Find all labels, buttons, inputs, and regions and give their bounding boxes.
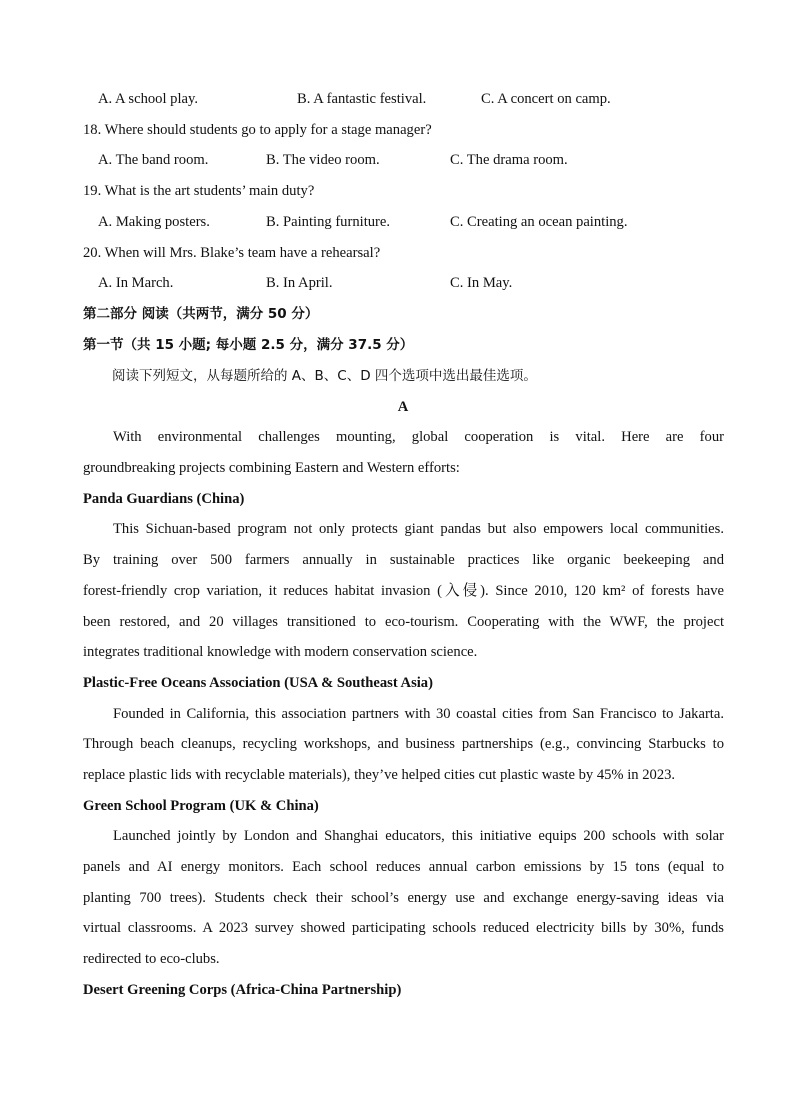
project-line: redirected to eco-clubs.	[83, 951, 220, 967]
q18-option-b: B. The video room.	[266, 152, 380, 168]
section-one-heading: 第一节（共 15 小题; 每小题 2.5 分，满分 37.5 分）	[83, 337, 414, 353]
q19-question: 19. What is the art students’ main duty?	[83, 183, 315, 199]
project-title-plastic-free-oceans: Plastic-Free Oceans Association (USA & Southeast Asia)	[83, 675, 433, 691]
intro-line-2: groundbreaking projects combining Eastern and Western efforts:	[83, 460, 460, 476]
q18-option-c: C. The drama room.	[450, 152, 568, 168]
project-line: Through beach cleanups, recycling workshops, and business partnerships (e.g., convincing Starbucks to	[83, 736, 724, 752]
project-line: Launched jointly by London and Shanghai educators, this initiative equips 200 schools with solar	[113, 828, 724, 844]
q19-option-a: A. Making posters.	[98, 214, 210, 230]
project-title-desert-greening: Desert Greening Corps (Africa-China Partnership)	[83, 982, 402, 998]
project-line: By training over 500 farmers annually in sustainable practices like organic beekeeping and	[83, 552, 724, 568]
q20-option-b: B. In April.	[266, 275, 333, 291]
q17-option-a: A. A school play.	[98, 91, 198, 107]
part-two-heading: 第二部分 阅读（共两节，满分 50 分）	[83, 306, 319, 322]
passage-label: A	[397, 399, 409, 415]
project-line: planting 700 trees). Students check their school’s energy use and exchange energy-saving ideas via	[83, 890, 724, 906]
q17-option-b: B. A fantastic festival.	[297, 91, 427, 107]
project-line: This Sichuan-based program not only protects giant pandas but also empowers local communities.	[113, 521, 724, 537]
project-line: virtual classrooms. A 2023 survey showed participating schools reduced electricity bills by 30%, funds	[83, 920, 724, 936]
project-line: Founded in California, this association partners with 30 coastal cities from San Francisco to Jakarta.	[113, 706, 724, 722]
q20-option-c: C. In May.	[450, 275, 513, 291]
project-line: been restored, and 20 villages transitioned to eco-tourism. Cooperating with the WWF, the project	[83, 614, 724, 630]
reading-instruction: 阅读下列短文，从每题所给的 A、B、C、D 四个选项中选出最佳选项。	[112, 368, 537, 384]
q19-option-b: B. Painting furniture.	[266, 214, 391, 230]
intro-line-1: With environmental challenges mounting, global cooperation is vital. Here are four	[113, 429, 724, 445]
project-line: replace plastic lids with recyclable materials), they’ve helped cities cut plastic waste by 45% in 2023.	[83, 767, 676, 783]
q17-option-c: C. A concert on camp.	[481, 91, 611, 107]
project-line: forest-friendly crop variation, it reduces habitat invasion (入侵). Since 2010, 120 km² of forests have	[83, 583, 724, 599]
q18-question: 18. Where should students go to apply for a stage manager?	[83, 122, 432, 138]
project-title-panda-guardians: Panda Guardians (China)	[83, 491, 245, 507]
project-line: integrates traditional knowledge with modern conservation science.	[83, 644, 478, 660]
q19-option-c: C. Creating an ocean painting.	[450, 214, 628, 230]
project-title-green-school: Green School Program (UK & China)	[83, 798, 319, 814]
q18-option-a: A. The band room.	[98, 152, 209, 168]
q20-option-a: A. In March.	[98, 275, 174, 291]
project-line: panels and AI energy monitors. Each school reduces annual carbon emissions by 15 tons (equal to	[83, 859, 724, 875]
q20-question: 20. When will Mrs. Blake’s team have a rehearsal?	[83, 245, 381, 261]
